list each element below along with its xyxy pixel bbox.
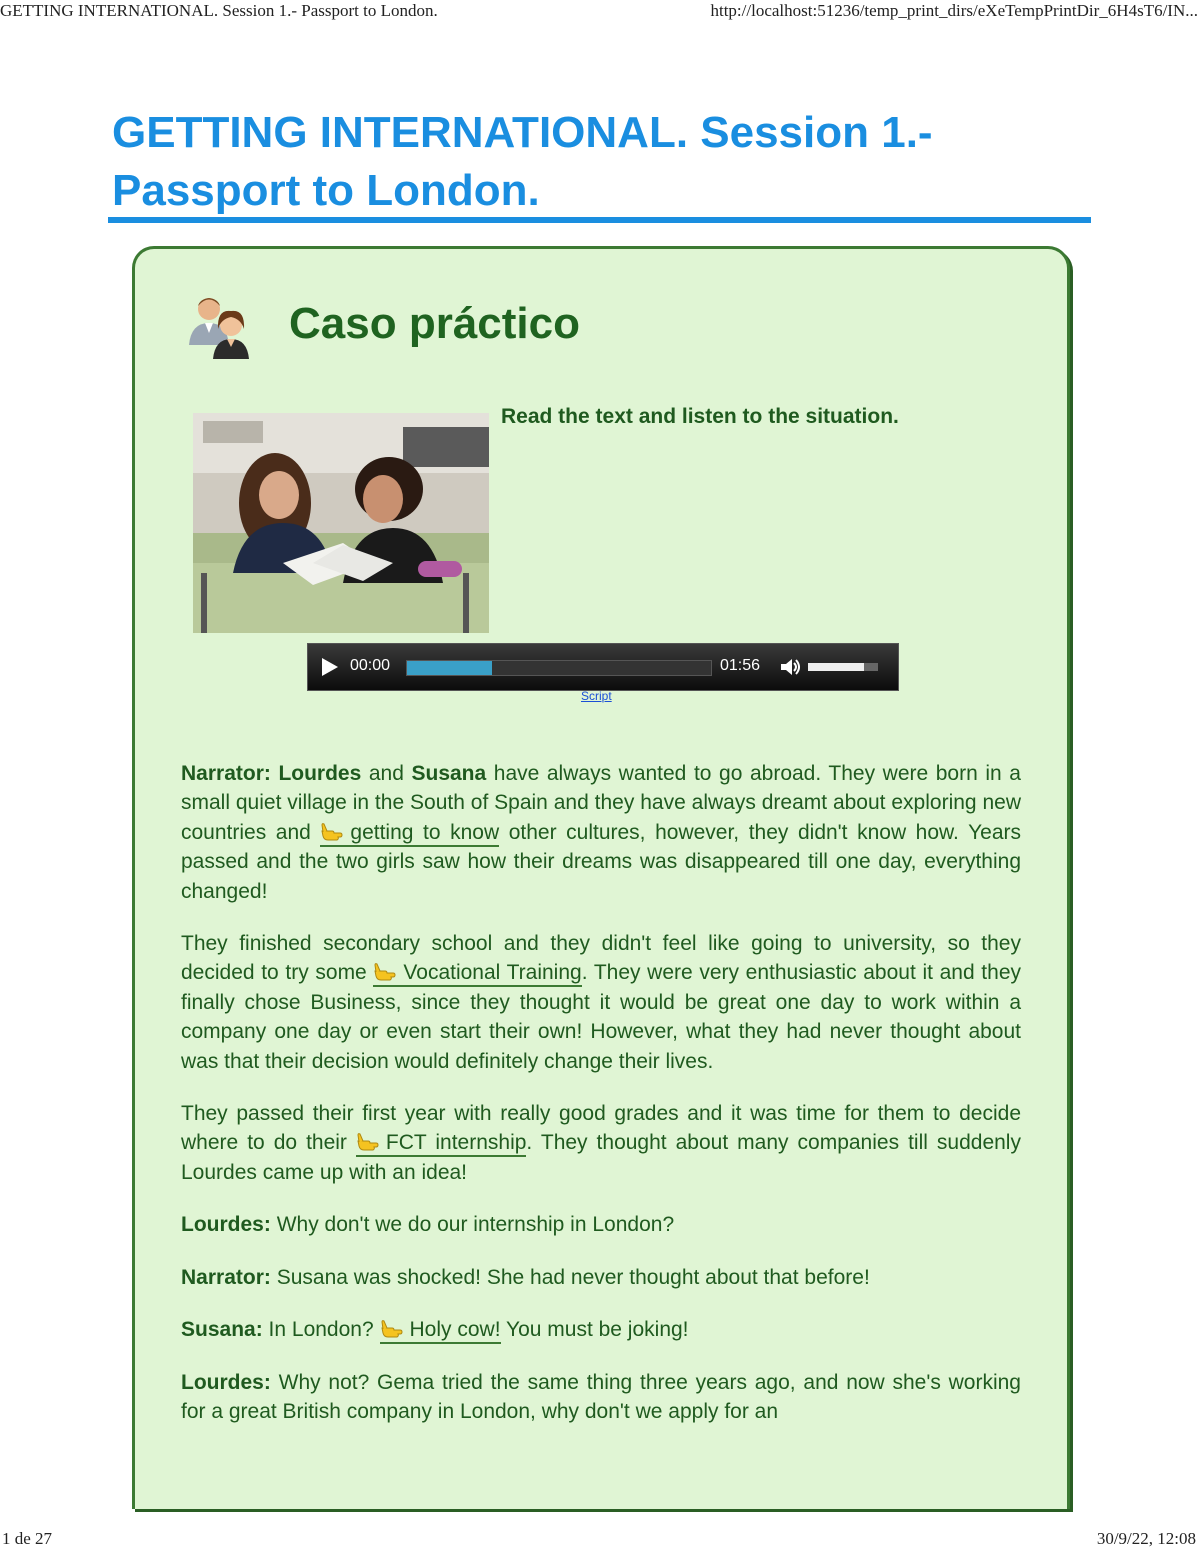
story-paragraph <box>181 1315 1021 1344</box>
case-practico-box <box>132 246 1070 1509</box>
play-icon[interactable] <box>318 656 340 678</box>
audio-current-time: 00:00 <box>350 657 391 674</box>
story-text-segment: In London? <box>268 1318 374 1342</box>
page-title <box>112 104 1072 220</box>
page-number: 1 de 27 <box>2 1529 53 1548</box>
script-link[interactable]: Script <box>581 689 612 703</box>
story-text-segment: other cultures, however, they didn't know how. Years passed and the two girls saw how their dreams was disappeared till one day, everything changed! <box>181 820 1021 903</box>
audio-player[interactable] <box>307 643 899 691</box>
print-header-title: GETTING INTERNATIONAL. Session 1.- Passport to London. <box>0 1 438 20</box>
pointing-hand-icon <box>373 963 397 981</box>
print-header <box>0 0 1200 26</box>
story-text-segment: You must be joking! <box>506 1318 689 1342</box>
story-text-segment: . They were very enthusiastic about it and they finally chose Business, since they thought it would be great one day to work within a company one day or even start their own! However, what they had never thought about was that their decision would definitely change their lives. <box>181 961 1021 1073</box>
story-paragraph <box>181 929 1021 1076</box>
volume-slider-fill <box>808 663 864 671</box>
glossary-link[interactable] <box>356 1131 527 1157</box>
volume-icon[interactable] <box>778 655 802 679</box>
print-date: 30/9/22, 12:08 <box>1096 1529 1196 1548</box>
audio-progress-fill <box>407 661 492 675</box>
speaker-label: Lourdes: <box>181 1370 271 1394</box>
glossary-link[interactable] <box>320 821 499 847</box>
page-title-line2: Passport to London. <box>112 166 540 215</box>
audio-progress-bar[interactable] <box>406 660 712 676</box>
pointing-hand-icon <box>320 823 344 841</box>
pointing-hand-icon <box>380 1320 404 1338</box>
story-text <box>181 759 1021 1449</box>
story-paragraph <box>181 759 1021 906</box>
story-text-segment: have always wanted to go abroad. They were born in a small quiet village in the South of Spain and they have always dreamt about exploring new countries and <box>181 762 1021 844</box>
story-text-segment: Susana was shocked! She had never thought about that before! <box>276 1265 870 1289</box>
story-text-segment: Why not? Gema tried the same thing three years ago, and now she's working for a great British company in London, why don't we apply for an <box>181 1370 1021 1423</box>
case-title: Caso práctico <box>289 299 580 348</box>
audio-duration: 01:56 <box>720 657 761 674</box>
story-paragraph <box>181 1210 1021 1239</box>
story-text-segment: Why don't we do our internship in London? <box>276 1213 675 1237</box>
volume-slider[interactable] <box>808 663 878 671</box>
people-icon <box>185 289 255 359</box>
story-text-segment: . They thought about many companies till suddenly Lourdes came up with an idea! <box>181 1131 1021 1184</box>
page-title-line1: GETTING INTERNATIONAL. Session 1.- <box>112 108 933 157</box>
story-paragraph <box>181 1368 1021 1427</box>
glossary-term[interactable]: FCT internship <box>385 1131 527 1155</box>
speaker-label: Lourdes: <box>181 1213 271 1237</box>
story-text-segment: They passed their first year with really good grades and it was time for them to decide where to do their <box>181 1102 1021 1155</box>
glossary-link[interactable] <box>380 1318 501 1344</box>
character-name: Susana <box>411 762 487 785</box>
speaker-label: Narrator: <box>181 762 271 785</box>
glossary-term[interactable]: Holy cow! <box>409 1318 501 1342</box>
print-header-url: http://localhost:51236/temp_print_dirs/eXeTempPrintDir_6H4sT6/IN... <box>710 1 1198 20</box>
glossary-term[interactable]: Vocational Training <box>403 961 582 985</box>
case-lead-text: Read the text and listen to the situation. <box>501 405 899 428</box>
pointing-hand-icon <box>356 1133 380 1151</box>
title-underline <box>108 217 1091 223</box>
speaker-label: Narrator: <box>181 1265 271 1289</box>
speaker-label: Susana: <box>181 1318 263 1342</box>
print-footer <box>0 1523 1200 1553</box>
story-text-segment: They finished secondary school and they didn't feel like going to university, so they decided to try some <box>181 932 1021 985</box>
glossary-term[interactable]: getting to know <box>350 820 500 844</box>
glossary-link[interactable] <box>373 961 581 987</box>
students-photo <box>193 413 489 633</box>
story-paragraph <box>181 1263 1021 1292</box>
character-name: Lourdes <box>278 762 362 785</box>
story-paragraph <box>181 1099 1021 1187</box>
story-text-segment: and <box>368 762 404 785</box>
